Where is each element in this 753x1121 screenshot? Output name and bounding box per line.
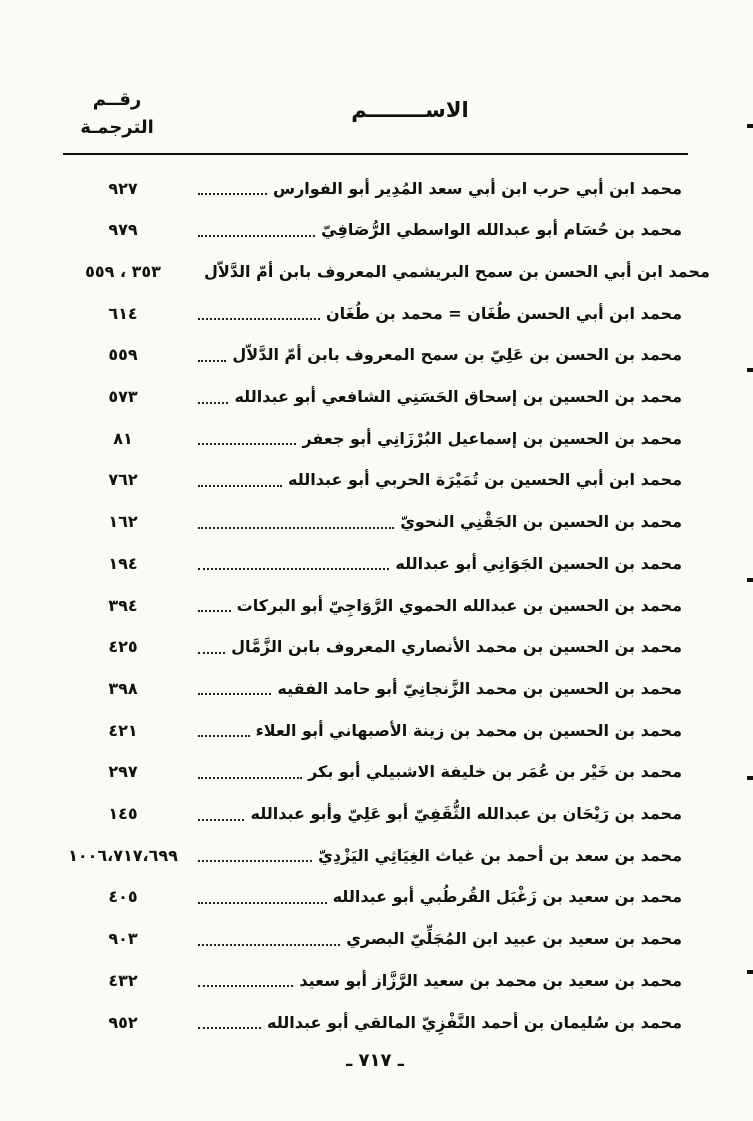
index-entry: [62, 632, 682, 662]
entry-name: محمد بن سعد بن أحمد بن غياث الغِيَاثِي اليَزْدِيّ: [318, 845, 682, 865]
entry-number: ٤٢٥: [108, 637, 138, 657]
dot-leader: [198, 985, 293, 987]
index-entry: [62, 215, 682, 245]
dot-leader: [198, 735, 250, 737]
dot-leader: [198, 819, 244, 821]
entry-number: ٤٠٥: [108, 887, 138, 907]
entry-name: محمد بن الحسين بن محمد بن زينة الأصبهاني أبو العلاء: [255, 720, 682, 740]
entry-name: محمد ابن أبي الحسين بن تُمَيْرَة الحربي أبو عبدالله: [288, 470, 682, 490]
entry-name: محمد بن سعيد بن عبيد ابن المُجَلِّيّ البصري: [346, 929, 682, 949]
index-entry: [62, 298, 682, 328]
index-entry: [62, 382, 682, 412]
index-entry: [62, 965, 682, 995]
entry-name: محمد بن الحسن بن عَلِيّ بن سمح المعروف بابن أمّ الدَّلاّل: [232, 345, 682, 365]
margin-mark: [747, 776, 753, 780]
entry-number: ٣٩٤: [108, 595, 138, 615]
index-entry: [62, 673, 682, 703]
entry-name: محمد بن الحسين الجَوَانِي أبو عبدالله: [395, 553, 682, 573]
dot-leader: [198, 402, 228, 404]
dot-leader: [198, 610, 231, 612]
dot-leader: [198, 485, 282, 487]
entry-number: ٧٦٢: [108, 470, 138, 490]
margin-mark: [747, 124, 753, 128]
number-column-header-line2: الترجمـة: [80, 117, 154, 138]
dot-leader: [198, 235, 315, 237]
dot-leader: [198, 777, 302, 779]
entry-number: ٤٢١: [108, 720, 138, 740]
margin-mark: [747, 368, 753, 372]
entry-number: ٢٩٧: [108, 762, 138, 782]
entry-number: ٤٣٢: [108, 970, 138, 990]
index-entry: [62, 840, 682, 870]
entry-number: ٥٥٩: [108, 345, 138, 365]
dot-leader: [198, 944, 340, 946]
entry-number: ٨١: [113, 428, 133, 448]
entry-number: ٩٥٢: [108, 1012, 138, 1032]
entry-name: محمد بن الحسين بن محمد الأنصاري المعروف بابن الزَّمَّال: [231, 637, 682, 657]
dot-leader: [198, 193, 267, 195]
index-entry: [62, 799, 682, 829]
entry-name: محمد ابن أبي الحسن طُغَان = محمد بن طُغَان: [326, 303, 682, 323]
entry-number: ٥٧٣: [108, 387, 138, 406]
margin-mark: [747, 970, 753, 974]
number-column-header-line1: رقــم: [92, 89, 142, 110]
entry-name: محمد بن الحسين بن محمد الزَّنجانِيّ أبو حامد الفقيه: [277, 678, 682, 698]
entry-number: ٩٧٩: [108, 220, 138, 240]
dot-leader: [198, 568, 389, 570]
index-entry: [62, 465, 682, 495]
index-entry: [62, 507, 682, 537]
dot-leader: [198, 360, 226, 362]
index-entry: [62, 256, 710, 286]
header-rule: [63, 153, 688, 155]
index-entry: [62, 1007, 682, 1037]
index-entry: [62, 340, 682, 370]
index-entry: [62, 590, 682, 620]
entry-number: ٩٠٣: [108, 929, 138, 949]
index-entry: [62, 924, 682, 954]
entry-name: محمد بن حُسَام أبو عبدالله الواسطي الرُّصَافِيّ: [321, 220, 682, 240]
entry-name: محمد بن الحسين بن عبدالله الحموي الرَّوَاجِيّ أبو البركات: [236, 595, 682, 615]
entry-number: ١٦٢: [108, 512, 138, 532]
dot-leader: [198, 652, 225, 654]
entry-name: محمد بن رَيْحَان بن عبدالله الثُّقَفِيّ أبو عَلِيّ وأبو عبدالله: [250, 804, 682, 823]
dot-leader: [198, 902, 327, 904]
index-entry: [62, 423, 682, 453]
index-entry: [62, 757, 682, 787]
index-entry: [62, 548, 682, 578]
index-entry: [62, 882, 682, 912]
entry-number: ١٤٥: [108, 804, 138, 823]
entry-number: ٦١٤: [108, 303, 138, 323]
name-column-header: الاســــــــم: [351, 98, 469, 122]
entry-name: محمد بن خَيْر بن عُمَر بن خليفة الاشبيلي أبو بكر: [308, 762, 682, 782]
dot-leader: [198, 860, 312, 862]
dot-leader: [198, 318, 320, 320]
dot-leader: [198, 1027, 261, 1029]
entry-name: محمد بن سُليمان بن أحمد النَّفْزِيّ المالقي أبو عبدالله: [267, 1012, 682, 1032]
index-entry: [62, 173, 682, 203]
entry-name: محمد بن الحسين بن إسحاق الحَسَنِي الشافعي أبو عبدالله: [234, 387, 682, 406]
dot-leader: [198, 527, 394, 529]
index-entry: [62, 715, 682, 745]
page-number: ـ ٧١٧ ـ: [346, 1050, 404, 1071]
entry-name: محمد بن سعيد بن زَغْبَل القُرطُبي أبو عبدالله: [332, 887, 682, 907]
entry-name: محمد بن سعيد بن محمد بن سعيد الرَّزَّاز أبو سعيد: [299, 970, 682, 990]
margin-mark: [747, 578, 753, 582]
entry-name: محمد ابن أبي الحسن بن سمح البريشمي المعروف بابن أمّ الدَّلاّل: [204, 261, 710, 281]
entry-number: ١٩٤: [108, 553, 138, 573]
entry-number: ٣٩٨: [108, 678, 138, 698]
number-column-header: [62, 86, 172, 142]
entry-name: محمد بن الحسين بن إسماعيل البُرْزَانِي أبو جعفر: [302, 428, 682, 448]
entry-number: ٩٢٧: [108, 178, 138, 198]
entry-number: ١٠٠٦،٧١٧،٦٩٩: [68, 845, 178, 865]
entry-name: محمد بن الحسين بن الجَقْنِي النحويّ: [400, 512, 682, 532]
dot-leader: [198, 693, 271, 695]
entry-number: ٣٥٣ ، ٥٥٩: [85, 261, 161, 281]
dot-leader: [198, 443, 296, 445]
entry-name: محمد ابن أبي حرب ابن أبي سعد المُدِير أبو الفوارس: [272, 178, 682, 198]
